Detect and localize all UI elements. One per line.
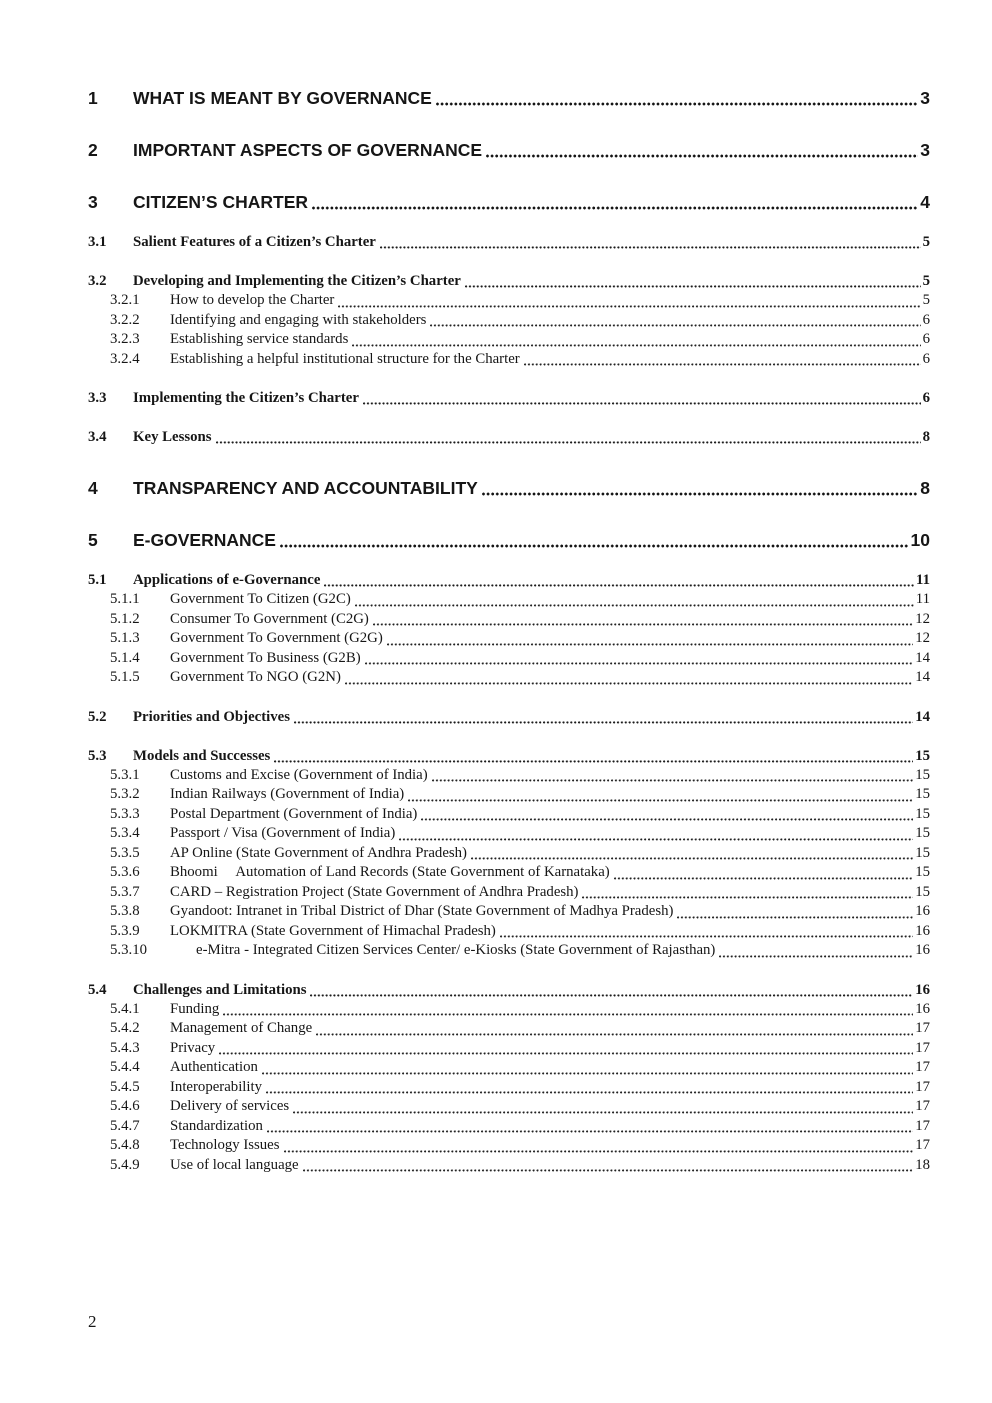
toc-entry <box>88 330 930 350</box>
toc-entry <box>88 1156 930 1176</box>
toc-entry-page: 17 <box>915 1039 930 1056</box>
dot-leader <box>324 570 914 590</box>
toc-entry-page: 4 <box>920 192 930 212</box>
dot-leader <box>294 707 913 727</box>
toc-entry-number: 5.4.4 <box>110 1059 140 1075</box>
toc-entry <box>88 477 930 499</box>
toc-entry-number: 5.3.10 <box>110 942 147 958</box>
toc-entry <box>88 649 930 669</box>
toc-entry <box>88 232 930 252</box>
toc-entry-number: 2 <box>88 140 98 160</box>
toc-entry-number: 5.3.5 <box>110 844 140 861</box>
toc-entry-title: Models and Successes <box>133 747 271 764</box>
toc-entry-page: 11 <box>916 572 930 588</box>
toc-entry-page: 11 <box>915 591 930 607</box>
toc-entry <box>88 883 930 903</box>
toc-entry-number: 5.1 <box>88 572 107 588</box>
toc-entry-page: 16 <box>915 903 930 919</box>
toc-entry-title: Management of Change <box>170 1020 313 1036</box>
dot-leader <box>312 191 918 213</box>
toc-entry-title: Applications of e-Governance <box>133 572 321 588</box>
toc-entry <box>88 668 930 688</box>
toc-entry-number: 5.2 <box>88 708 107 725</box>
toc-entry <box>88 1078 930 1098</box>
toc-entry <box>88 311 930 331</box>
dot-leader <box>719 941 913 961</box>
toc-entry-page: 15 <box>915 786 930 802</box>
toc-entry <box>88 707 930 727</box>
dot-leader <box>373 610 913 630</box>
toc-entry-title: Key Lessons <box>133 429 212 445</box>
toc-entry <box>88 570 930 590</box>
toc-entry-title: How to develop the Charter <box>170 292 335 308</box>
toc-entry-number: 5.4.1 <box>110 1000 140 1017</box>
toc-entry <box>88 1039 930 1059</box>
toc-entry-title: AP Online (State Government of Andhra Pradesh) <box>170 844 467 861</box>
dot-leader <box>219 1039 913 1059</box>
toc-entry-page: 17 <box>915 1137 930 1153</box>
toc-entry-title: Establishing service standards <box>170 331 349 347</box>
toc-entry-number: 5.1.4 <box>110 649 140 666</box>
toc-entry <box>88 844 930 864</box>
toc-entry-title: Passport / Visa (Government of India) <box>170 825 396 841</box>
toc-entry <box>88 1097 930 1117</box>
toc-entry <box>88 529 930 551</box>
toc-entry-title: E-GOVERNANCE <box>133 530 276 550</box>
toc-entry-number: 5.4.2 <box>110 1020 140 1036</box>
toc-entry <box>88 766 930 786</box>
dot-leader <box>303 1156 914 1176</box>
dot-leader <box>421 805 913 825</box>
toc-entry-title: WHAT IS MEANT BY GOVERNANCE <box>133 88 432 108</box>
toc-entry-number: 5.3 <box>88 747 107 764</box>
toc-entry-number: 1 <box>88 88 98 108</box>
toc-entry-title: Technology Issues <box>170 1137 280 1153</box>
toc-entry-page: 16 <box>915 942 930 958</box>
toc-entry <box>88 139 930 161</box>
dot-leader <box>262 1058 913 1078</box>
toc-entry-number: 5.4.9 <box>110 1156 140 1173</box>
toc-entry <box>88 1136 930 1156</box>
toc-entry-page: 6 <box>922 350 930 367</box>
toc-entry-number: 5.4.6 <box>110 1098 140 1114</box>
toc-entry-title: Delivery of services <box>170 1098 290 1114</box>
toc-entry-page: 15 <box>915 883 930 900</box>
toc-entry <box>88 824 930 844</box>
toc-entry-number: 5.3.9 <box>110 922 140 939</box>
toc-entry <box>88 863 930 883</box>
dot-leader <box>465 271 921 291</box>
dot-leader <box>338 291 920 311</box>
dot-leader <box>430 311 920 331</box>
toc-entry <box>88 1117 930 1137</box>
dot-leader <box>355 590 914 610</box>
toc-entry-title: TRANSPARENCY AND ACCOUNTABILITY <box>133 478 478 498</box>
dot-leader <box>310 980 913 1000</box>
toc-entry <box>88 610 930 630</box>
toc-entry-title: Government To Government (G2G) <box>170 630 383 646</box>
toc-entry-number: 5.4.3 <box>110 1039 140 1056</box>
toc-entry-number: 3.2 <box>88 273 107 289</box>
toc-entry-number: 5.3.4 <box>110 825 140 841</box>
toc-entry-page: 16 <box>915 981 930 998</box>
dot-leader <box>274 746 913 766</box>
toc-entry <box>88 980 930 1000</box>
toc-entry-page: 14 <box>915 669 930 685</box>
toc-entry-title: Interoperability <box>170 1078 263 1095</box>
toc-entry-number: 5.4.5 <box>110 1078 140 1095</box>
toc-entry-title: Indian Railways (Government of India) <box>170 786 405 802</box>
toc-entry-title: Standardization <box>170 1117 263 1134</box>
toc-entry-title: Use of local language <box>170 1156 299 1173</box>
toc-entry <box>88 388 930 408</box>
toc-entry-page: 14 <box>915 708 930 725</box>
toc-entry-title: Identifying and engaging with stakeholders <box>170 311 427 328</box>
dot-leader <box>284 1136 914 1156</box>
toc-entry-number: 5.4.8 <box>110 1137 140 1153</box>
toc-entry-number: 5.1.1 <box>110 591 140 607</box>
toc-entry-title: e-Mitra - Integrated Citizen Services Center/ e-Kiosks (State Government of Rajasthan) <box>196 942 716 958</box>
toc-entry-title: Privacy <box>170 1039 216 1056</box>
toc-entry-number: 3.4 <box>88 429 107 445</box>
toc-entry-page: 8 <box>922 429 930 445</box>
toc-entry-number: 3.2.3 <box>110 331 140 347</box>
dot-leader <box>363 388 921 408</box>
toc-entry-title: LOKMITRA (State Government of Himachal Pradesh) <box>170 922 496 939</box>
toc-entry <box>88 590 930 610</box>
toc-entry-page: 17 <box>915 1078 930 1095</box>
toc-entry-page: 6 <box>922 311 930 328</box>
toc-entry-page: 17 <box>915 1059 930 1075</box>
toc-entry-title: Government To NGO (G2N) <box>170 669 341 685</box>
toc-entry-page: 12 <box>915 630 930 646</box>
toc-entry-page: 17 <box>915 1098 930 1114</box>
dot-leader <box>223 1000 913 1020</box>
toc-entry-number: 5.1.2 <box>110 610 140 627</box>
toc-entry-title: Implementing the Citizen’s Charter <box>133 390 359 406</box>
toc-entry <box>88 629 930 649</box>
toc-entry-number: 3.3 <box>88 390 107 406</box>
toc-entry-title: Gyandoot: Intranet in Tribal District of Dhar (State Government of Madhya Pradesh) <box>170 903 674 919</box>
toc-entry-page: 10 <box>910 530 930 550</box>
toc-entry <box>88 1000 930 1020</box>
toc-entry-number: 5.4.7 <box>110 1117 140 1134</box>
toc-entry-number: 3 <box>88 192 98 212</box>
toc-entry-number: 5.4 <box>88 981 107 998</box>
toc-entry-title: Customs and Excise (Government of India) <box>170 766 428 783</box>
dot-leader <box>316 1019 913 1039</box>
toc-entry-number: 5.3.8 <box>110 903 140 919</box>
toc-entry-number: 5.3.6 <box>110 864 140 880</box>
toc-entry-page: 6 <box>922 331 930 347</box>
dot-leader <box>482 477 918 499</box>
toc-entry-number: 5 <box>88 530 98 550</box>
toc-entry-title: Funding <box>170 1000 220 1017</box>
dot-leader <box>408 785 913 805</box>
toc-entry-page: 5 <box>922 292 930 308</box>
toc-entry <box>88 87 930 109</box>
toc-entry-title: Developing and Implementing the Citizen’s Charter <box>133 273 461 289</box>
toc-entry <box>88 902 930 922</box>
toc-entry-title: Establishing a helpful institutional structure for the Charter <box>170 350 520 367</box>
toc-entry-number: 5.1.3 <box>110 630 140 646</box>
toc-entry-page: 12 <box>915 610 930 627</box>
dot-leader <box>267 1117 913 1137</box>
dot-leader <box>365 649 914 669</box>
toc-entry-page: 15 <box>915 844 930 861</box>
toc-entry <box>88 1058 930 1078</box>
page-number: 2 <box>88 1312 97 1331</box>
toc-entry-title: Postal Department (Government of India) <box>170 805 418 822</box>
toc-entry <box>88 291 930 311</box>
toc-entry <box>88 941 930 961</box>
toc-entry-page: 18 <box>915 1156 930 1173</box>
dot-leader <box>216 427 921 447</box>
dot-leader <box>266 1078 913 1098</box>
toc-entry-page: 16 <box>915 1000 930 1017</box>
toc-entry-title: Consumer To Government (C2G) <box>170 610 369 627</box>
toc-entry-title: Challenges and Limitations <box>133 981 307 998</box>
toc-entry-title: Bhoomi Automation of Land Records (State Government of Karnataka) <box>170 864 610 880</box>
toc-entry-number: 3.2.2 <box>110 311 140 328</box>
toc-entry-page: 16 <box>915 922 930 939</box>
toc-entry-page: 17 <box>915 1117 930 1134</box>
toc-entry-page: 3 <box>920 140 930 160</box>
toc-entry-number: 5.3.2 <box>110 786 140 802</box>
toc-entry-page: 15 <box>915 805 930 822</box>
toc-entry-number: 3.2.1 <box>110 292 140 308</box>
dot-leader <box>352 330 920 350</box>
toc-entry-number: 5.1.5 <box>110 669 140 685</box>
toc-entry-title: Salient Features of a Citizen’s Charter <box>133 234 376 250</box>
dot-leader <box>582 883 913 903</box>
toc-entry <box>88 427 930 447</box>
dot-leader <box>524 350 921 370</box>
toc-entry-number: 4 <box>88 478 98 498</box>
toc-entry-title: CITIZEN’S CHARTER <box>133 192 308 212</box>
dot-leader <box>486 139 918 161</box>
toc-entry-number: 3.2.4 <box>110 350 140 367</box>
toc-entry-title: Priorities and Objectives <box>133 708 290 725</box>
dot-leader <box>500 922 913 942</box>
toc-entry-page: 5 <box>922 273 930 289</box>
dot-leader <box>387 629 913 649</box>
dot-leader <box>280 529 909 551</box>
dot-leader <box>345 668 913 688</box>
dot-leader <box>293 1097 913 1117</box>
dot-leader <box>677 902 913 922</box>
dot-leader <box>399 824 913 844</box>
toc-entry-title: Government To Business (G2B) <box>170 649 361 666</box>
toc-entry-page: 6 <box>922 390 930 406</box>
dot-leader <box>471 844 913 864</box>
toc-entry-number: 5.3.3 <box>110 805 140 822</box>
toc-entry <box>88 1019 930 1039</box>
toc-entry-page: 15 <box>915 864 930 880</box>
dot-leader <box>380 232 921 252</box>
toc-entry-number: 3.1 <box>88 234 107 250</box>
toc-entry-number: 5.3.7 <box>110 883 140 900</box>
toc-entry <box>88 746 930 766</box>
toc-entry-title: CARD – Registration Project (State Government of Andhra Pradesh) <box>170 883 579 900</box>
toc-entry-page: 15 <box>915 766 930 783</box>
toc-entry-page: 17 <box>915 1020 930 1036</box>
toc-entry-title: Authentication <box>170 1059 258 1075</box>
toc-entry-page: 15 <box>915 825 930 841</box>
dot-leader <box>432 766 914 786</box>
toc-entry <box>88 191 930 213</box>
toc-entry <box>88 922 930 942</box>
toc-entry <box>88 271 930 291</box>
toc-entry <box>88 350 930 370</box>
toc-entry-page: 8 <box>920 478 930 498</box>
toc-entry-page: 3 <box>920 88 930 108</box>
toc-entry-page: 14 <box>915 649 930 666</box>
dot-leader <box>436 87 918 109</box>
toc-entry-title: Government To Citizen (G2C) <box>170 591 351 607</box>
toc-entry-title: IMPORTANT ASPECTS OF GOVERNANCE <box>133 140 483 160</box>
toc-entry <box>88 805 930 825</box>
toc-entry-page: 5 <box>922 234 930 250</box>
toc-entry-number: 5.3.1 <box>110 766 140 783</box>
toc-entry <box>88 785 930 805</box>
dot-leader <box>614 863 914 883</box>
toc-entry-page: 15 <box>915 747 930 764</box>
